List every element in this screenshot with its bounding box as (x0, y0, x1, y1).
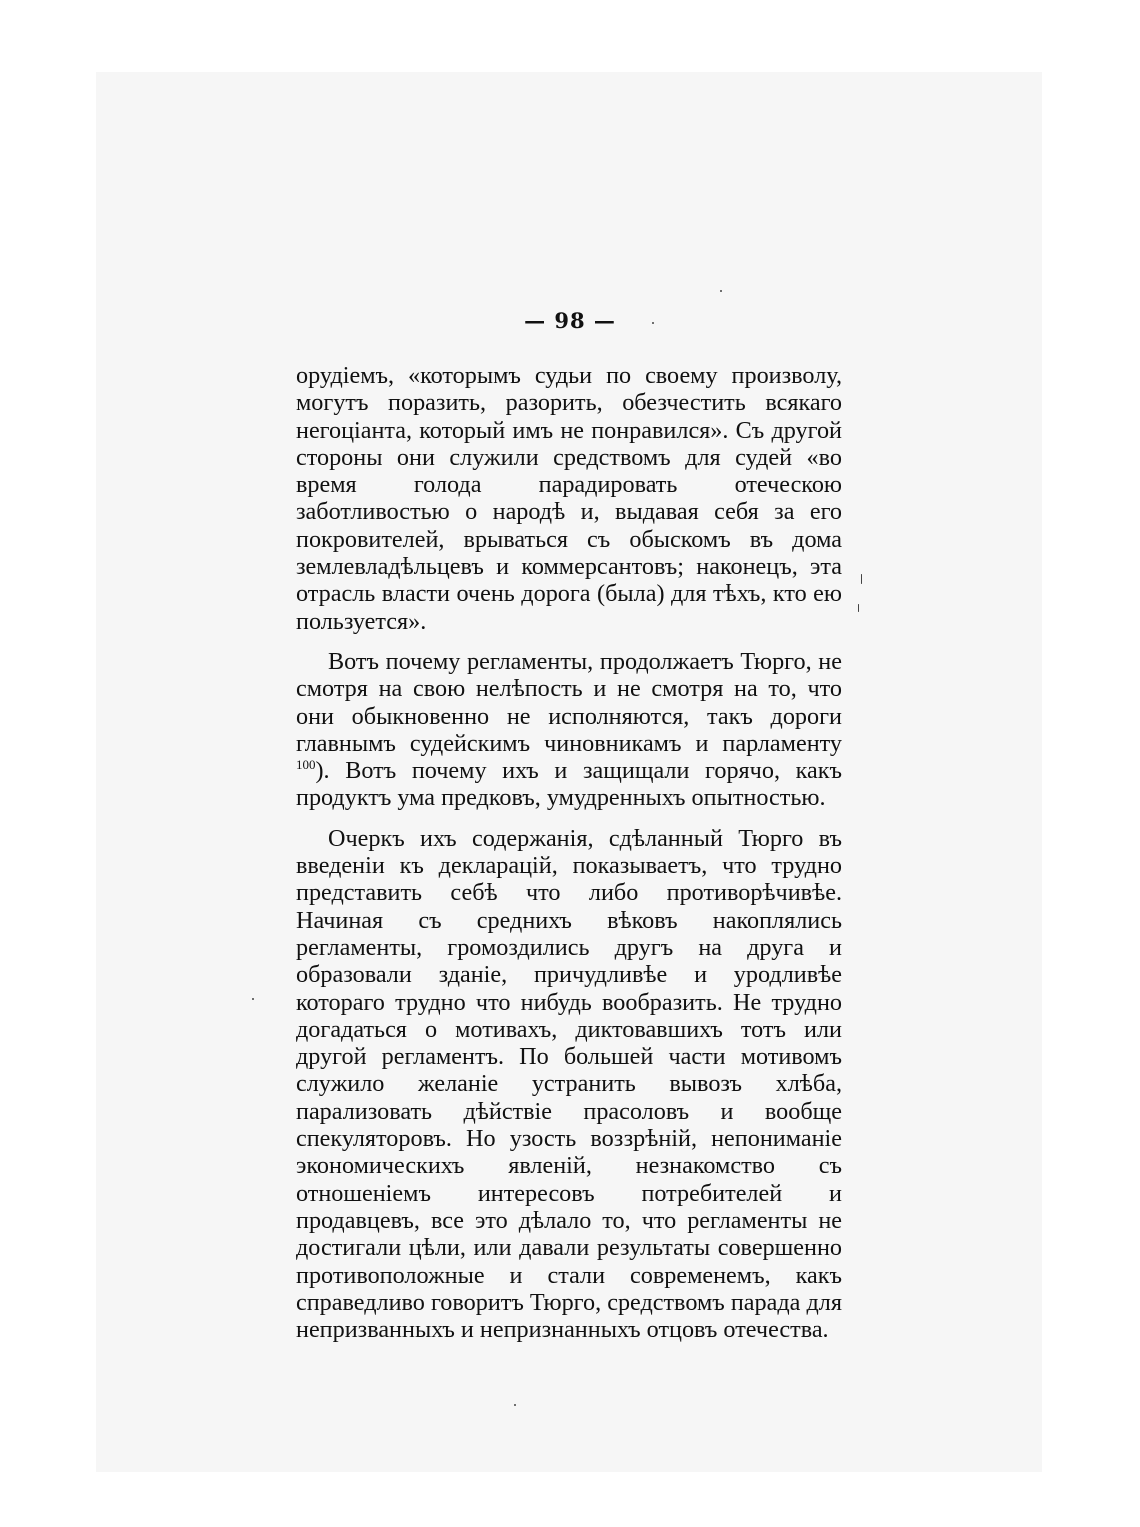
scan-speck (252, 998, 254, 1000)
paragraph-3: Очеркъ ихъ содержанія, сдѣланный Тюрго въ введеніи къ декларацій, показываетъ, что трудно представить себѣ что либо противорѣчивѣе. Начиная съ среднихъ вѣковъ накоплялись регламенты, громоздились другъ на друга и образовали зданіе, причудливѣе и уродливѣе котораго трудно что нибудь вообразить. Не трудно догадаться о мотивахъ, диктовавшихъ тотъ или другой регламентъ. По большей части мотивомъ служило желаніе устранить вывозъ хлѣба, парализовать дѣйствіе прасоловъ и вообще спекуляторовъ. Но узость воззрѣній, непониманіе экономическихъ явленій, незнакомство съ отношеніемъ интересовъ потребителей и продавцевъ, все это дѣлало то, что регламенты не достигали цѣли, или давали результаты совершенно противоположные и стали современемъ, какъ справедливо говоритъ Тюрго, средствомъ парада для непризванныхъ и непризнанныхъ отцовъ отечества. (296, 824, 842, 1344)
scan-speck (861, 574, 862, 584)
scan-speck (720, 290, 722, 292)
footnote-reference: 100 (296, 757, 316, 773)
paragraph-2 (296, 648, 842, 812)
paragraph-1: орудіемъ, «которымъ судьи по своему произволу, могутъ поразить, разорить, обезчестить всякаго негоціанта, который имъ не понравился». Съ другой стороны они служили средствомъ для судей «во время голода парадировать отеческою заботливостью о народѣ и, выдавая себя за его покровителей, врываться съ обыскомъ въ дома землевладѣльцевъ и коммерсантовъ; наконецъ, эта отрасль власти очень дорога (была) для тѣхъ, кто ею пользуется». (296, 362, 842, 635)
scan-speck (514, 1404, 516, 1406)
page-number: — 98 — (524, 308, 616, 333)
scan-speck (858, 604, 859, 612)
scan-speck (652, 322, 654, 324)
paragraph-2-text: Вотъ почему регламенты, продолжаетъ Тюрго, не смотря на свою нелѣпость и не смотря на то, что они обыкновенно не исполняются, такъ дороги главнымъ судейскимъ чиновникамъ и парламенту (296, 647, 842, 757)
paragraph-2-tail: ). Вотъ почему ихъ и защищали горячо, какъ продуктъ ума предковъ, умудренныхъ опытностью. (296, 757, 842, 812)
text-block (296, 362, 842, 1343)
